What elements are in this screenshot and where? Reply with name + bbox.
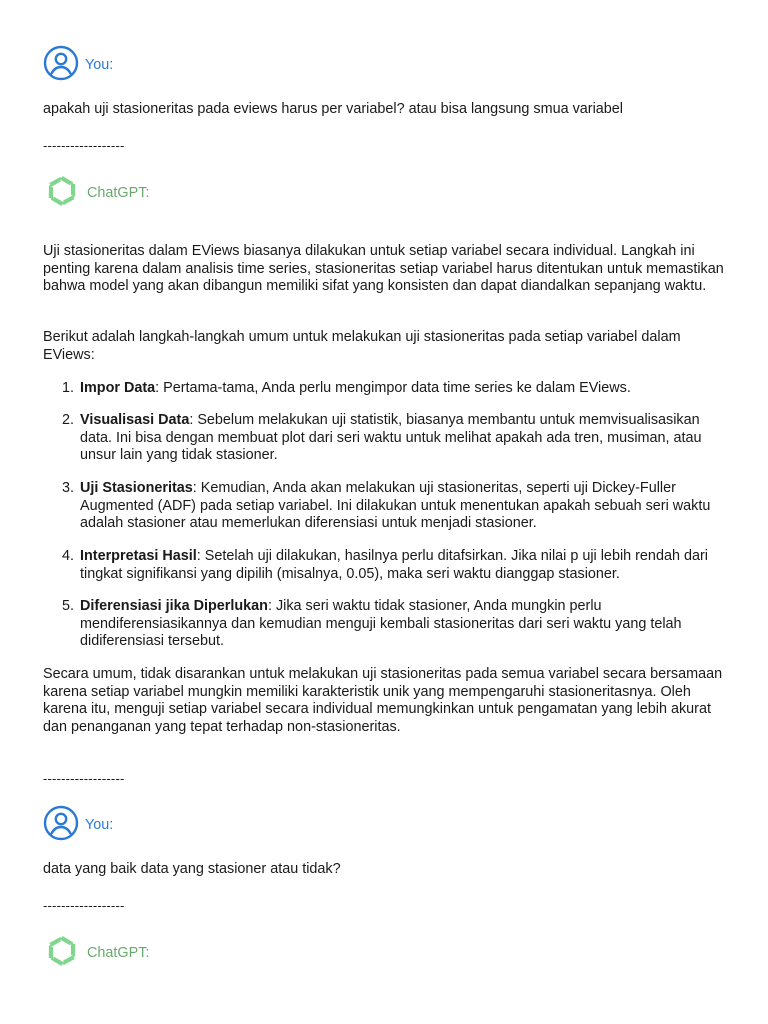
divider: ------------------ — [43, 898, 125, 913]
gpt-paragraph-3: Secara umum, tidak disarankan untuk melakukan uji stasioneritas pada semua variabel secara bersamaan karena setiap variabel mungkin memiliki karakteristik unik yang mempengaruhi stasioneritasnya. Oleh karena itu, menguji setiap variabel secara individual memungkinkan untuk pengamatan yang lebih akurat dan penanganan yang tepat terhadap non-stasioneritas. — [43, 666, 723, 735]
list-item-title: Interpretasi Hasil — [80, 548, 197, 564]
divider: ------------------ — [43, 771, 125, 786]
speaker-name: You: — [85, 817, 114, 833]
user-avatar-icon — [43, 45, 79, 87]
list-item-title: Uji Stasioneritas — [80, 480, 193, 496]
list-item-number: 2. — [62, 412, 75, 428]
list-item — [62, 598, 734, 651]
list-item-text: : Sebelum melakukan uji statistik, biasanya membantu untuk memvisualisasikan data. Ini bisa dengan membuat plot dari seri waktu untuk melihat apakah ada tren, musiman, atau unsur lain yang tidak stasioner. — [80, 412, 702, 463]
list-item-text: : Kemudian, Anda akan melakukan uji stasioneritas, seperti uji Dickey-Fuller Augmented (ADF) pada setiap variabel. Ini dilakukan untuk menentukan apakah sebuah seri waktu adalah stasioner atau memerlukan diferensiasi untuk menjadi stasioner. — [80, 480, 711, 531]
gpt-paragraph-2: Berikut adalah langkah-langkah umum untuk melakukan uji stasioneritas pada setiap variabel dalam EViews: — [43, 329, 681, 363]
list-item-text: : Pertama-tama, Anda perlu mengimpor data time series ke dalam EViews. — [155, 380, 631, 396]
list-item — [62, 412, 734, 465]
list-item-number: 1. — [62, 380, 75, 396]
list-item-number: 5. — [62, 598, 75, 614]
user-message-text: data yang baik data yang stasioner atau tidak? — [43, 861, 341, 877]
list-item — [62, 380, 734, 398]
list-item-number: 3. — [62, 480, 75, 496]
speaker-name: You: — [85, 57, 114, 73]
openai-logo-icon — [43, 932, 81, 976]
divider: ------------------ — [43, 138, 125, 153]
list-item-text: : Jika seri waktu tidak stasioner, Anda mungkin perlu mendiferensiasikannya dan kemudian menguji kembali stasioneritas dari seri waktu yang telah didiferensiasi tersebut. — [80, 598, 682, 649]
list-item-number: 4. — [62, 548, 75, 564]
list-item — [62, 548, 734, 583]
speaker-header-gpt-1 — [43, 172, 149, 216]
user-message-text: apakah uji stasioneritas pada eviews harus per variabel? atau bisa langsung smua variabel — [43, 101, 623, 117]
user-avatar-icon — [43, 805, 79, 847]
list-item-title: Impor Data — [80, 380, 156, 396]
speaker-header-user-1 — [43, 45, 113, 87]
speaker-name: ChatGPT: — [87, 945, 150, 961]
list-item-text: : Setelah uji dilakukan, hasilnya perlu ditafsirkan. Jika nilai p uji lebih rendah dari tingkat signifikansi yang dipilih (misalnya, 0.05), maka seri waktu dianggap stasioner. — [80, 548, 708, 582]
list-item-title: Diferensiasi jika Diperlukan — [80, 598, 268, 614]
gpt-paragraph-1: Uji stasioneritas dalam EViews biasanya dilakukan untuk setiap variabel secara individual. Langkah ini penting karena dalam analisis time series, stasioneritas setiap variabel harus ditentukan untuk memastikan bahwa model yang akan dibangun memiliki sifat yang konsisten dan dapat diandalkan sepanjang waktu. — [43, 243, 724, 294]
speaker-header-gpt-2 — [43, 932, 149, 976]
speaker-header-user-2 — [43, 805, 113, 847]
list-item-title: Visualisasi Data — [80, 412, 190, 428]
openai-logo-icon — [43, 172, 81, 216]
list-item — [62, 480, 734, 533]
speaker-name: ChatGPT: — [87, 185, 150, 201]
